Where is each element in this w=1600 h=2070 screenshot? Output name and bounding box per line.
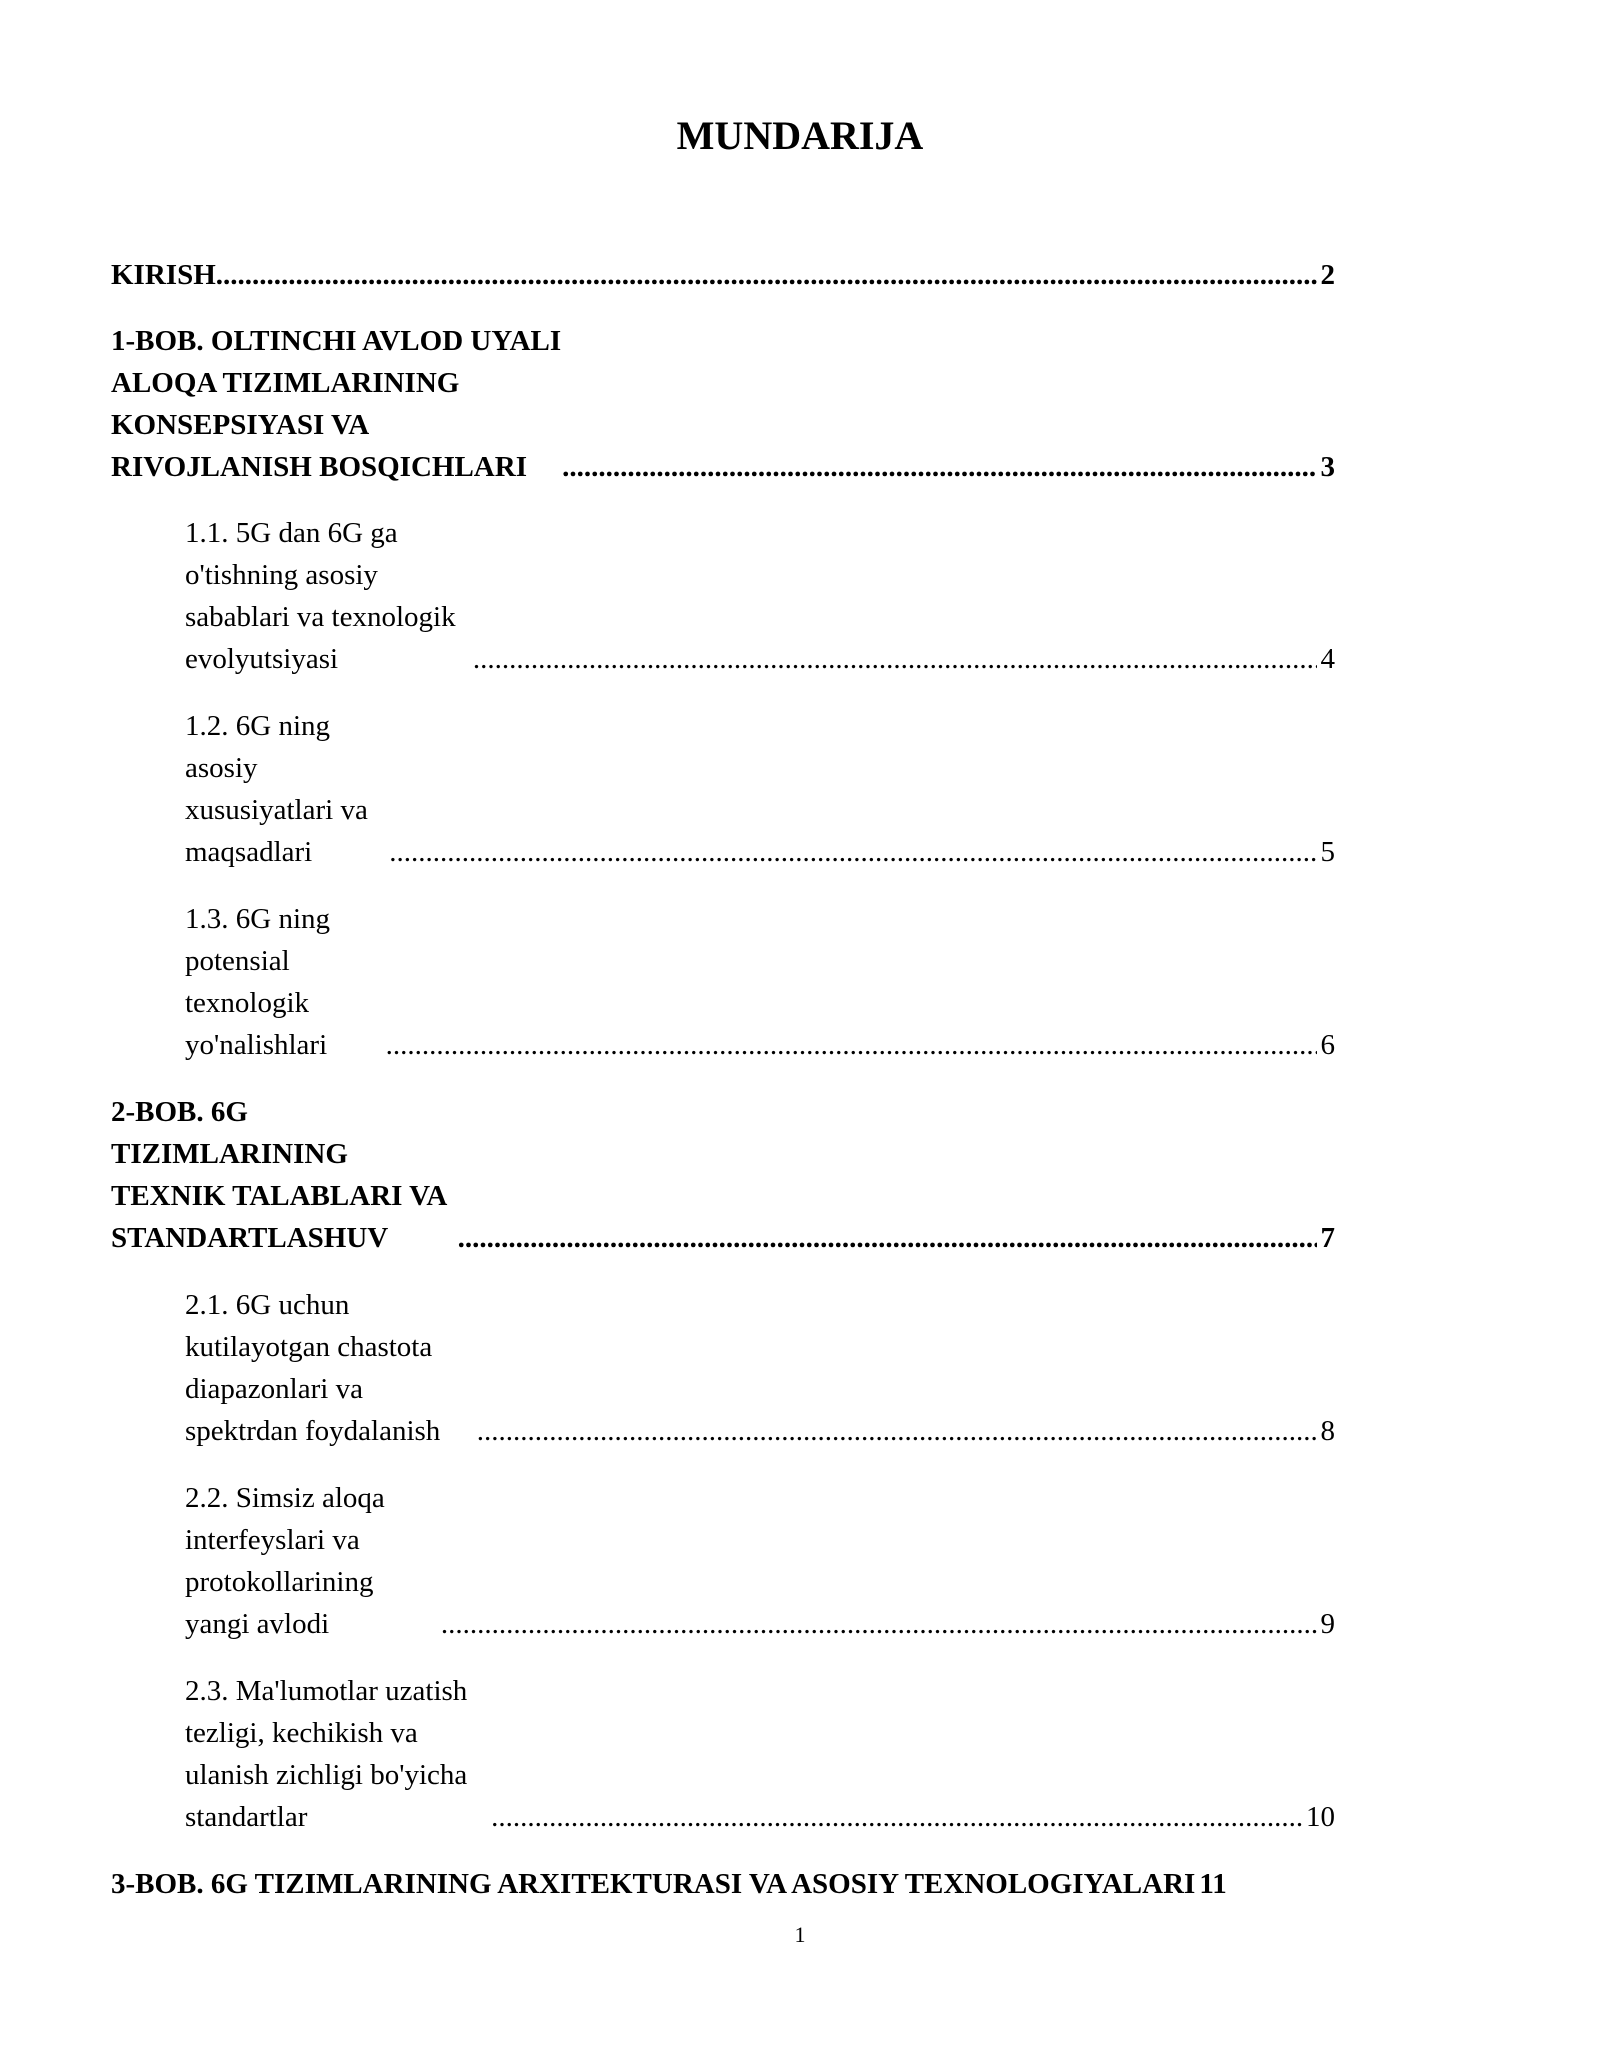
toc-title: MUNDARIJA — [676, 113, 924, 158]
toc-page-number: 8 — [1320, 1415, 1335, 1447]
toc-entry-chapter-3[interactable] — [111, 1863, 1335, 1905]
dot-leader — [473, 638, 1317, 680]
toc-entry-text: 2.2. Simsiz aloqa interfeyslari va protokollarining yangi avlodi — [185, 1482, 385, 1640]
toc-entry-section-1-1[interactable] — [111, 512, 1335, 680]
toc-entry-text: 2.3. Ma'lumotlar uzatish tezligi, kechikish va ulanish zichligi bo'yicha standartlar — [185, 1675, 468, 1833]
toc-entry-section-1-3[interactable] — [111, 898, 1335, 1066]
toc-page-number: 4 — [1320, 643, 1335, 675]
dot-leader — [562, 446, 1316, 488]
toc-entry-chapter-1[interactable] — [111, 320, 1335, 488]
dot-leader — [477, 1410, 1317, 1452]
toc-entry-text: 1.3. 6G ning potensial texnologik yo'nalishlari — [185, 903, 330, 1061]
toc-page-number: 3 — [1320, 451, 1335, 483]
toc-page-number: 11 — [1199, 1868, 1227, 1900]
toc-page-number: 2 — [1320, 259, 1335, 291]
toc-entry-section-1-2[interactable] — [111, 705, 1335, 873]
toc-page-number: 7 — [1320, 1222, 1335, 1254]
toc-entry-kirish[interactable] — [111, 254, 1335, 296]
toc-page-number: 6 — [1320, 1029, 1335, 1061]
toc-entry-text: 2-BOB. 6G TIZIMLARINING TEXNIK TALABLARI VA STANDARTLASHUV — [111, 1096, 446, 1254]
toc-entry-section-2-1[interactable] — [111, 1284, 1335, 1452]
table-of-contents — [111, 254, 1335, 1905]
dot-leader — [441, 1603, 1317, 1645]
toc-entry-text: KIRISH — [111, 259, 216, 291]
dot-leader — [216, 254, 1317, 296]
toc-entry-section-2-3[interactable] — [111, 1670, 1335, 1838]
toc-entry-text: 1.2. 6G ning asosiy xususiyatlari va maqsadlari — [185, 710, 368, 868]
dot-leader — [389, 831, 1316, 873]
toc-page-number: 9 — [1320, 1608, 1335, 1640]
dot-leader — [458, 1217, 1317, 1259]
toc-entry-text: 1.1. 5G dan 6G ga o'tishning asosiy sabablari va texnologik evolyutsiyasi — [185, 517, 456, 675]
toc-entry-chapter-2[interactable] — [111, 1091, 1335, 1259]
dot-leader — [386, 1024, 1317, 1066]
toc-entry-text: 3-BOB. 6G TIZIMLARINING ARXITEKTURASI VA ASOSIY TEXNOLOGIYALARI — [111, 1868, 1196, 1900]
toc-page-number: 10 — [1306, 1801, 1335, 1833]
toc-entry-text: 1-BOB. OLTINCHI AVLOD UYALI ALOQA TIZIMLARINING KONSEPSIYASI VA RIVOJLANISH BOSQICHLARI — [111, 325, 562, 483]
toc-entry-section-2-2[interactable] — [111, 1477, 1335, 1645]
dot-leader — [491, 1796, 1302, 1838]
toc-page-number: 5 — [1320, 836, 1335, 868]
page-number: 1 — [794, 1922, 806, 1947]
toc-entry-text: 2.1. 6G uchun kutilayotgan chastota diapazonlari va spektrdan foydalanish — [185, 1289, 441, 1447]
